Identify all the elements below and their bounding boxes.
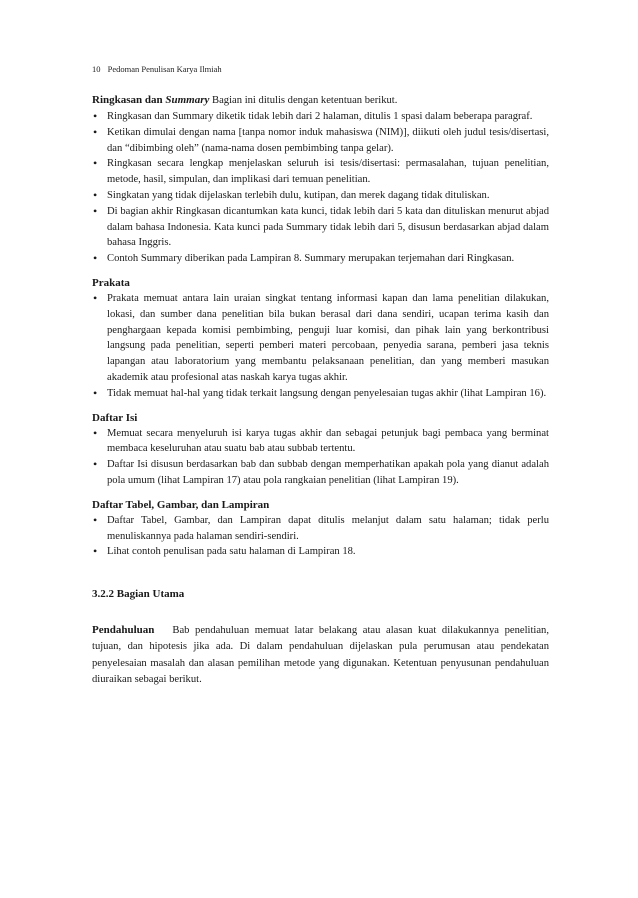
daftar-tabel-list <box>92 513 549 560</box>
prakata-list <box>92 291 549 402</box>
list-item: • Lihat contoh penulisan pada satu halaman di Lampiran 18. <box>92 544 549 560</box>
pendahuluan-title: Pendahuluan <box>92 624 155 637</box>
ringkasan-list <box>92 109 549 267</box>
list-item: • Prakata memuat antara lain uraian singkat tentang informasi kapan dan lama penelitian dilakukan, lokasi, dan sumber dana penelitian bila bukan berasal dari dana sendiri, ucapan terima kasih dan penghargaan kepada komisi pembimbing, penguji luar komisi, dan pihak lain yang berkontribusi langsung pada penelitian, seperti pemberi materi percobaan, penyedia sarana, pemberi jasa teknis lapangan atau laboratorium yang membantu pelaksanaan penelitian, dan yang memberi masukan akademik atau profesional atas naskah karya tugas akhir. <box>92 291 549 386</box>
prakata-title: Prakata <box>92 276 130 289</box>
list-item: • Di bagian akhir Ringkasan dicantumkan kata kunci, tidak lebih dari 5 kata dan dituliskan menurut abjad dalam bahasa Indonesia. Kata kunci pada Summary tidak lebih dari 5, disusun berdasarkan abjad dalam bahasa Inggris. <box>92 204 549 251</box>
list-item: • Tidak memuat hal-hal yang tidak terkait langsung dengan penyelesaian tugas akhir (lihat Lampiran 16). <box>92 386 549 402</box>
pendahuluan-text: Bab pendahuluan memuat latar belakang atau alasan kuat dilakukannya penelitian, tujuan, dan hipotesis jika ada. Di dalam pendahuluan dijelaskan pula perumusan atau pendekatan penyelesaian masalah dan alasan pemilihan metode yang digunakan. Ketentuan penyusunan pendahuluan diuraikan sebagai berikut. <box>92 625 549 685</box>
page-number: 10 <box>92 64 101 74</box>
section-prakata <box>92 275 549 402</box>
list-item: • Ringkasan dan Summary diketik tidak lebih dari 2 halaman, ditulis 1 spasi dalam beberapa paragraf. <box>92 109 549 125</box>
section-daftar-isi <box>92 410 549 489</box>
list-item: • Daftar Tabel, Gambar, dan Lampiran dapat ditulis melanjut dalam satu halaman; tidak perlu menuliskannya pada halaman sendiri-sendiri. <box>92 513 549 545</box>
list-item: • Contoh Summary diberikan pada Lampiran 8. Summary merupakan terjemahan dari Ringkasan. <box>92 251 549 267</box>
page-body <box>92 92 549 688</box>
ringkasan-title: Ringkasan dan Summary <box>92 94 210 106</box>
running-header <box>92 64 222 74</box>
running-title: Pedoman Penulisan Karya Ilmiah <box>107 64 222 74</box>
daftar-tabel-title: Daftar Tabel, Gambar, dan Lampiran <box>92 498 270 511</box>
list-item: • Ketikan dimulai dengan nama [tanpa nomor induk mahasiswa (NIM)], diikuti oleh judul tesis/disertasi, dan “dibimbing oleh” (nama-nama dosen pembimbing tanpa gelar). <box>92 125 549 157</box>
section-ringkasan <box>92 92 549 267</box>
list-item: • Singkatan yang tidak dijelaskan terlebih dulu, kutipan, dan merek dagang tidak dituliskan. <box>92 188 549 204</box>
ringkasan-intro: Ringkasan dan Summary Bagian ini ditulis dengan ketentuan berikut. <box>92 94 398 106</box>
list-item: • Ringkasan secara lengkap menjelaskan seluruh isi tesis/disertasi: permasalahan, tujuan penelitian, metode, hasil, simpulan, dan implikasi dari temuan penelitian. <box>92 156 549 188</box>
daftar-isi-title: Daftar Isi <box>92 411 138 424</box>
subsection-title-bagian-utama: 3.2.2 Bagian Utama <box>92 588 185 601</box>
pendahuluan-paragraph <box>92 622 549 688</box>
daftar-isi-list <box>92 426 549 489</box>
list-item: • Memuat secara menyeluruh isi karya tugas akhir dan sebagai petunjuk bagi pembaca yang berminat membaca keseluruhan atau suatu bab atau subbab tertentu. <box>92 426 549 458</box>
section-daftar-tabel <box>92 497 549 560</box>
list-item: • Daftar Isi disusun berdasarkan bab dan subbab dengan memperhatikan apakah pola yang dianut adalah pola umum (lihat Lampiran 17) atau pola rangkaian penelitian (lihat Lampiran 19). <box>92 457 549 489</box>
